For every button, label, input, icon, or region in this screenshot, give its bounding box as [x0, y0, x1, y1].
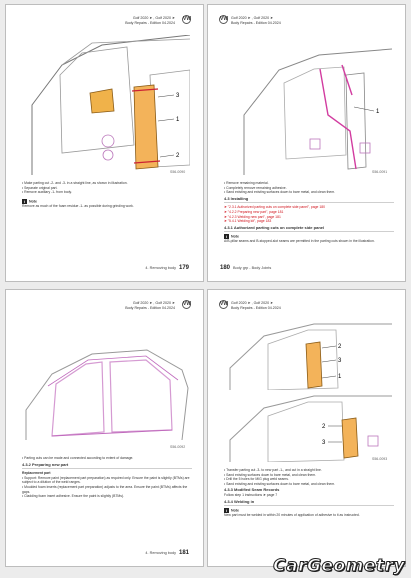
callout-label: 3	[322, 440, 326, 446]
tool-icon	[360, 143, 370, 153]
instruction-text	[224, 181, 394, 244]
window-frame	[284, 67, 346, 159]
callout-label: 2	[322, 424, 326, 430]
footer-section: 4. Removing body	[145, 551, 176, 555]
note-block: i Note	[225, 508, 239, 514]
page-header	[231, 16, 281, 26]
side-panel-outline	[26, 350, 188, 440]
page-header	[125, 301, 175, 311]
tool-circle-icon	[103, 150, 113, 160]
header-model-line: Golf 2020 ➤ , Golf 2020 ➤	[132, 16, 175, 20]
page-footer	[220, 265, 271, 271]
manual-page-182	[207, 289, 406, 567]
new-part-highlight	[306, 342, 322, 388]
page-header	[125, 16, 175, 26]
page-number: 181	[178, 550, 189, 556]
parting-cut-illustration	[224, 35, 392, 175]
new-part-highlight	[342, 418, 358, 458]
cross-reference-link[interactable]: ➤ "2.3.1 Authorized parting cuts on complete side panel", page 180	[224, 205, 326, 210]
section-heading: 4.3.4 Welding in	[224, 498, 255, 504]
note-icon: i	[225, 508, 228, 514]
side-panel-drawing	[22, 340, 190, 450]
note-text: Remove as much of the foam residue -1- as possible during grinding work.	[22, 203, 134, 208]
window-frame	[268, 330, 338, 390]
note-icon: i	[225, 234, 228, 240]
callout-label: 2	[176, 153, 180, 159]
rear-door-opening	[110, 360, 172, 432]
body-outline	[244, 49, 392, 175]
vw-logo-icon: VW	[220, 16, 229, 22]
instruction-text	[22, 456, 192, 499]
header-edition-line: Body Repairs - Edition 04.2024	[231, 306, 281, 310]
callout-label: 1	[176, 117, 180, 123]
figure-code: S56-0093	[372, 457, 388, 461]
window-frame	[268, 402, 344, 462]
note-icon: i	[23, 198, 26, 204]
cross-reference-link[interactable]: ➤ "4.2.2 Preparing new part", page 181	[224, 209, 284, 214]
new-part-top-illustration	[224, 318, 392, 390]
note-text: New part must be welded in within 20 minutes of application of adhesive to it as instructed.	[224, 513, 360, 518]
figure-code: S56-0092	[170, 445, 186, 449]
body-outline	[230, 396, 392, 462]
instruction-text	[22, 181, 192, 208]
bullet-item: • Parting cuts can be made and connected according to extent of damage.	[22, 456, 134, 460]
cross-reference-link[interactable]: ➤ "4.2.3 Welding new part", page 181	[224, 214, 281, 219]
sub-heading: Replacement part	[22, 471, 51, 476]
b-pillar-highlight	[134, 85, 158, 169]
tool-icon	[368, 436, 378, 446]
watermark-logo: CarGeometry	[273, 556, 405, 576]
bullet-item: • Completely remove remaining adhesive.	[224, 185, 287, 190]
bullet-item: • Sand existing and existing surfaces down to bare metal, and clean them.	[224, 190, 336, 195]
page-number: 179	[178, 265, 189, 271]
header-model-line: Golf 2020 ➤ , Golf 2020 ➤	[231, 301, 274, 305]
b-pillar-drawing	[22, 35, 190, 175]
b-pillar-parting-illustration	[22, 35, 190, 175]
bullet-item: • Transfer parting cut -3- to new part -1-, and cut in a straight line.	[224, 468, 322, 472]
bullet-item: • Cladding foam insert adhesive. Ensure the paint is slightly (BTMs).	[22, 494, 125, 499]
section-heading: 4.3.3 Modified Seam Records	[224, 487, 280, 493]
callout-label: 3	[338, 358, 342, 364]
cross-reference-link[interactable]: ➤ "5.4.1 Welding kit", page 183	[224, 219, 272, 224]
bullet-item: • Support: Remove paint (replacement part preparation) as required only. Ensure the paint is slightly (BTMs) are subject to a dilution of the weld ranges.	[22, 475, 190, 485]
cross-reference-link[interactable]: Follow step 1 instructions ➤ page 7	[224, 492, 278, 497]
figure-code: S56-0090	[170, 170, 186, 174]
page-footer	[145, 550, 189, 556]
header-edition-line: Body Repairs - Edition 04.2024	[231, 21, 281, 25]
callout-label: 1	[376, 109, 380, 115]
vw-logo-icon: VW	[183, 301, 192, 307]
page-footer	[145, 265, 189, 271]
bullet-item: • Moulded foam inserts (replacement part preparation) adjusts to the area. Ensure the paint (BTMs) affects the gaps.	[22, 484, 188, 494]
new-part-bottom-illustration	[224, 390, 392, 462]
full-side-panel-illustration	[22, 340, 190, 450]
new-part-drawing	[224, 318, 392, 390]
section-heading: 4.3 Installing	[224, 195, 249, 201]
footer-section: 4. Removing body	[145, 266, 176, 270]
bullet-item: • Make parting cut -2- and -3- in a straight line, as shown in illustration.	[22, 181, 128, 185]
side-panel-drawing	[224, 35, 392, 175]
callout-label: 3	[176, 93, 180, 99]
bullet-item: • Drill the 5 holes for MIG plug weld seams.	[224, 477, 289, 482]
header-edition-line: Body Repairs - Edition 04.2024	[125, 306, 175, 310]
parting-cut-path	[320, 69, 356, 169]
tool-circle-icon	[102, 135, 114, 147]
note-block: i Note	[23, 198, 37, 204]
instruction-text	[224, 468, 394, 518]
header-model-line: Golf 2020 ➤ , Golf 2020 ➤	[231, 16, 274, 20]
page-header	[231, 301, 281, 311]
manual-page-180	[207, 4, 406, 282]
manual-page-179	[5, 4, 204, 282]
bullet-item: • Remove auxiliary -1- from body.	[22, 190, 72, 195]
callout-label: 1	[338, 374, 342, 380]
figure-code: S56-0091	[372, 170, 388, 174]
new-part-drawing	[224, 390, 392, 462]
bullet-item: • Separate original part.	[22, 185, 58, 190]
bullet-item: • Sand existing and existing surfaces down to bare metal, and clean them.	[224, 481, 336, 486]
footer-section: Body grp - Body Joints	[233, 266, 272, 270]
parting-cut-path	[342, 65, 352, 95]
auxiliary-part	[90, 89, 114, 113]
section-heading: 4.3.2 Preparing new part	[22, 461, 69, 467]
callout-label: 2	[338, 344, 342, 350]
front-door-opening	[52, 362, 104, 436]
note-block: i Note	[225, 234, 239, 240]
tool-icon	[310, 139, 320, 149]
roof-line	[62, 39, 190, 65]
bullet-item: • Remove remaining material.	[224, 181, 269, 185]
manual-page-181	[5, 289, 204, 567]
header-edition-line: Body Repairs - Edition 04.2024	[125, 21, 175, 25]
vw-logo-icon: VW	[220, 301, 229, 307]
page-number: 180	[220, 265, 231, 271]
section-heading: 4.3.1 Authorized parting cuts on complete side panel	[224, 224, 325, 230]
bullet-item: • Sand existing surfaces down to bare metal, and clean them.	[224, 472, 317, 477]
vw-logo-icon: VW	[183, 16, 192, 22]
note-text: A/B-pillar seams and B-stopped-slot seams are permitted in the parting cuts shown in the illustration.	[224, 239, 375, 244]
header-model-line: Golf 2020 ➤ , Golf 2020 ➤	[132, 301, 175, 305]
